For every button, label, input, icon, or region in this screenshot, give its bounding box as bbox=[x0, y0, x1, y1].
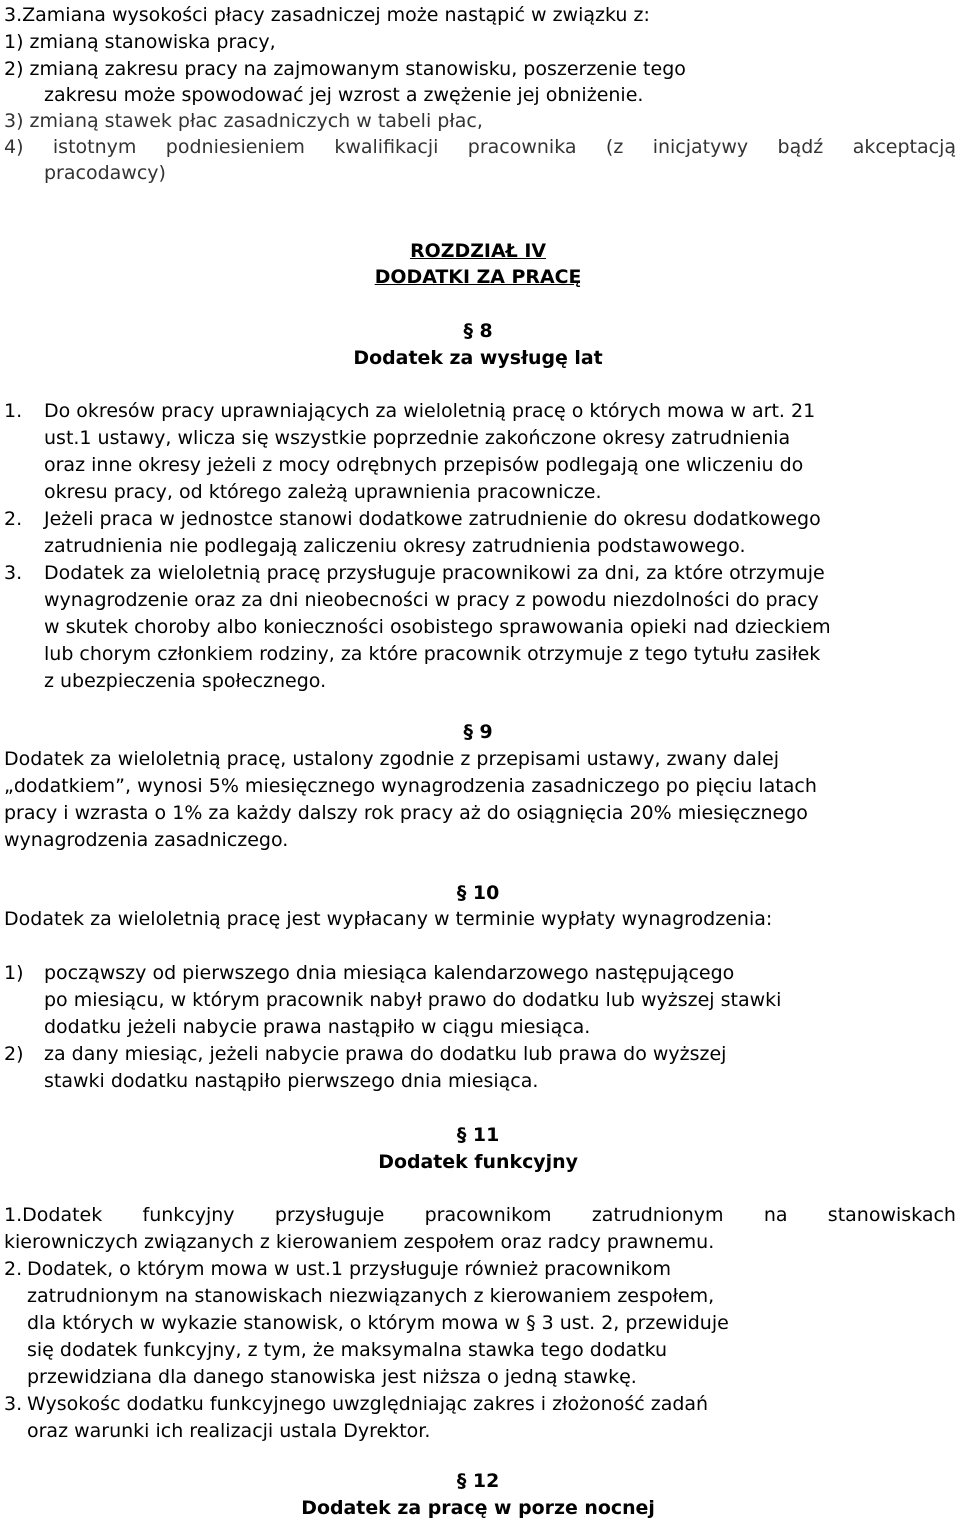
s11-p2-line-5: przewidziana dla danego stanowiska jest niższa o jedną stawkę. bbox=[27, 1366, 637, 1388]
s10-item-2-number: 2) bbox=[4, 1043, 24, 1065]
s8-p1-line-2: ust.1 ustawy, wlicza się wszystkie poprzednie zakończone okresy zatrudnienia bbox=[44, 427, 791, 449]
intro-item-4-text: 4) istotnym podniesieniem kwalifikacji pracownika (z inicjatywy bądź akceptacją bbox=[4, 136, 956, 158]
s8-p3-number: 3. bbox=[4, 562, 23, 584]
section-12-heading: § 12 bbox=[456, 1470, 500, 1492]
section-11-title: Dodatek funkcyjny bbox=[378, 1151, 578, 1173]
section-9-heading: § 9 bbox=[463, 721, 493, 743]
s10-item-2-line-2: stawki dodatku nastąpiło pierwszego dnia miesiąca. bbox=[44, 1070, 539, 1092]
s9-line-4: wynagrodzenia zasadniczego. bbox=[4, 829, 289, 851]
s11-p2-line-1: Dodatek, o którym mowa w ust.1 przysługuje również pracownikom bbox=[27, 1258, 672, 1280]
intro-item-4-line-1 bbox=[4, 134, 956, 160]
s11-p2-line-4: się dodatek funkcyjny, z tym, że maksymalna stawka tego dodatku bbox=[27, 1339, 668, 1361]
s8-p1-line-1: Do okresów pracy uprawniających za wieloletnią pracę o których mowa w art. 21 bbox=[44, 400, 816, 422]
s11-p1-line-2: kierowniczych związanych z kierowaniem zespołem oraz radcy prawnemu. bbox=[4, 1231, 715, 1253]
section-11-heading: § 11 bbox=[456, 1124, 500, 1146]
s11-p3-line-2: oraz warunki ich realizacji ustala Dyrektor. bbox=[27, 1420, 431, 1442]
section-8-heading: § 8 bbox=[463, 320, 493, 342]
chapter-number: ROZDZIAŁ IV bbox=[410, 240, 547, 262]
intro-item-2-line-2: zakresu może spowodować jej wzrost a zwężenie jej obniżenie. bbox=[44, 84, 644, 106]
s10-item-1-line-1: począwszy od pierwszego dnia miesiąca kalendarzowego następującego bbox=[44, 962, 735, 984]
s8-p1-number: 1. bbox=[4, 400, 23, 422]
s10-intro: Dodatek za wieloletnią pracę jest wypłacany w terminie wypłaty wynagrodzenia: bbox=[4, 908, 773, 930]
intro-item-1: 1) zmianą stanowiska pracy, bbox=[4, 31, 276, 53]
s11-p1-line-1-text: 1.Dodatek funkcyjny przysługuje pracownikom zatrudnionym na stanowiskach bbox=[4, 1204, 956, 1226]
s11-p3-line-1: Wysokośc dodatku funkcyjnego uwzględniając zakres i złożoność zadań bbox=[27, 1393, 709, 1415]
s11-p1-line-1 bbox=[4, 1202, 956, 1228]
intro-item-2-line-1: 2) zmianą zakresu pracy na zajmowanym stanowisku, poszerzenie tego bbox=[4, 58, 686, 80]
s10-item-1-line-2: po miesiącu, w którym pracownik nabył prawo do dodatku lub wyższej stawki bbox=[44, 989, 782, 1011]
s11-p2-line-2: zatrudnionym na stanowiskach niezwiązanych z kierowaniem zespołem, bbox=[27, 1285, 715, 1307]
s8-p3-line-2: wynagrodzenie oraz za dni nieobecności w pracy z powodu niezdolności do pracy bbox=[44, 589, 819, 611]
intro-item-3: 3) zmianą stawek płac zasadniczych w tabeli płac, bbox=[4, 110, 483, 132]
s11-p2-number: 2. bbox=[4, 1258, 23, 1280]
s11-p2-line-3: dla których w wykazie stanowisk, o którym mowa w § 3 ust. 2, przewiduje bbox=[27, 1312, 729, 1334]
s8-p1-line-4: okresu pracy, od którego zależą uprawnienia pracownicze. bbox=[44, 481, 602, 503]
s8-p2-number: 2. bbox=[4, 508, 23, 530]
intro-item-4-line-2: pracodawcy) bbox=[44, 162, 166, 184]
chapter-title: DODATKI ZA PRACĘ bbox=[374, 266, 582, 288]
s9-line-1: Dodatek za wieloletnią pracę, ustalony zgodnie z przepisami ustawy, zwany dalej bbox=[4, 748, 779, 770]
s9-line-3: pracy i wzrasta o 1% za każdy dalszy rok pracy aż do osiągnięcia 20% miesięcznego bbox=[4, 802, 808, 824]
s8-p3-line-3: w skutek choroby albo konieczności osobistego sprawowania opieki nad dzieckiem bbox=[44, 616, 831, 638]
s10-item-1-line-3: dodatku jeżeli nabycie prawa nastąpiło w ciągu miesiąca. bbox=[44, 1016, 591, 1038]
s8-p3-line-4: lub chorym członkiem rodziny, za które pracownik otrzymuje z tego tytułu zasiłek bbox=[44, 643, 821, 665]
s11-p3-number: 3. bbox=[4, 1393, 23, 1415]
s9-line-2: „dodatkiem”, wynosi 5% miesięcznego wynagrodzenia zasadniczego po pięciu latach bbox=[4, 775, 817, 797]
s10-item-1-number: 1) bbox=[4, 962, 24, 984]
s8-p3-line-5: z ubezpieczenia społecznego. bbox=[44, 670, 327, 692]
s10-item-2-line-1: za dany miesiąc, jeżeli nabycie prawa do dodatku lub prawa do wyższej bbox=[44, 1043, 727, 1065]
s8-p2-line-1: Jeżeli praca w jednostce stanowi dodatkowe zatrudnienie do okresu dodatkowego bbox=[44, 508, 821, 530]
intro-heading: 3.Zamiana wysokości płacy zasadniczej może nastąpić w związku z: bbox=[4, 4, 650, 26]
s8-p1-line-3: oraz inne okresy jeżeli z mocy odrębnych przepisów podlegają one wliczeniu do bbox=[44, 454, 804, 476]
s8-p2-line-2: zatrudnienia nie podlegają zaliczeniu okresy zatrudnienia podstawowego. bbox=[44, 535, 746, 557]
section-12-title: Dodatek za pracę w porze nocnej bbox=[301, 1497, 655, 1519]
section-10-heading: § 10 bbox=[456, 882, 500, 904]
section-8-title: Dodatek za wysługę lat bbox=[353, 347, 603, 369]
s8-p3-line-1: Dodatek za wieloletnią pracę przysługuje pracownikowi za dni, za które otrzymuje bbox=[44, 562, 825, 584]
